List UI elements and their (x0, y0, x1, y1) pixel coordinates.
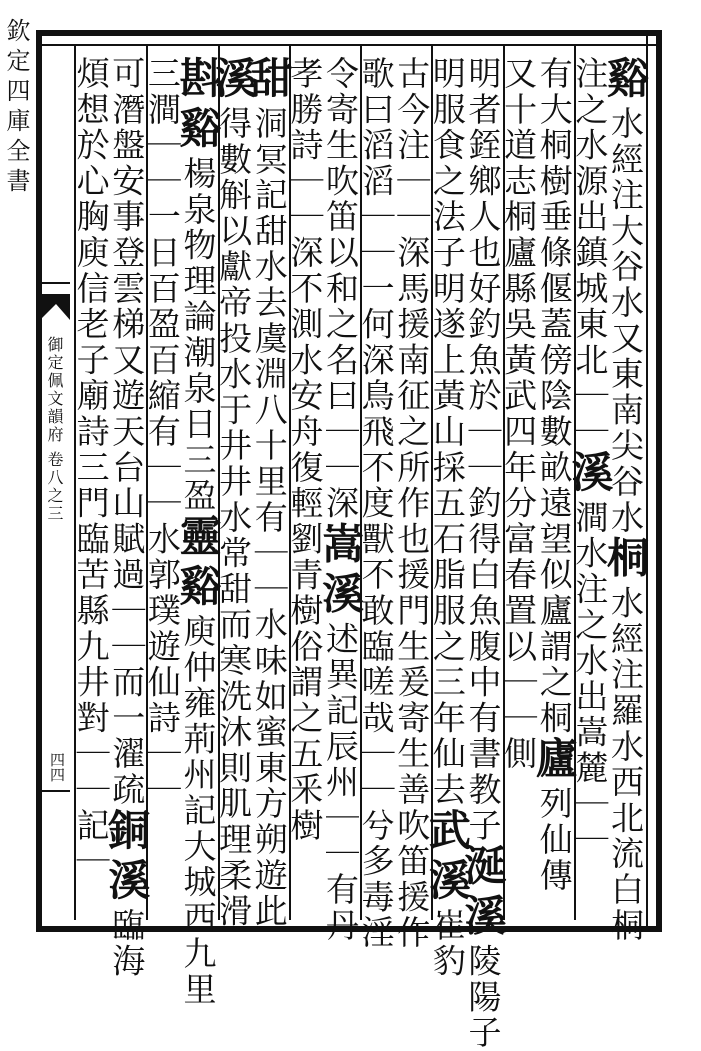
entry-text: 崔豹 (427, 907, 467, 980)
entry-text: 水經注大谷水又東南尖谷水 (606, 106, 645, 536)
entry-text: 三澗｜｜一日百盈百縮 (142, 56, 182, 414)
text-column (244, 56, 294, 930)
top-inner-rule (36, 44, 662, 46)
entry-text: 有｜｜水郭璞遊仙詩｜｜ (142, 414, 182, 808)
text-column (71, 56, 112, 920)
fish-tail-mark (36, 290, 74, 324)
entry-headword: 銅溪 (102, 807, 152, 908)
library-title: 欽定四庫全書 (2, 18, 30, 198)
entry-headword: 桐 (601, 535, 650, 586)
entry-text: 澗水注之水出嵩麓｜｜ (570, 499, 610, 858)
entry-text: 孝勝詩｜｜深不測水安舟復輕 (285, 56, 325, 522)
entry-headword: 涎溪 (458, 843, 508, 944)
text-column (565, 56, 615, 920)
entry-text: 劉 (285, 521, 325, 558)
entry-headword: 谿 (601, 56, 650, 106)
text-column (601, 56, 650, 944)
entry-text: 楊泉物理論潮泉日三盈 (178, 156, 218, 514)
right-inner-rule (646, 30, 648, 932)
margin-rule-top (40, 282, 70, 284)
entry-text: 明服食之法子明遂上黃山採五石脂服之三年仙去 (427, 56, 467, 808)
entry-headword: 溪 (565, 449, 615, 500)
text-column (356, 56, 397, 951)
entry-text: 列仙傳 (534, 786, 574, 894)
text-column (209, 56, 259, 930)
margin-rule-bottom (40, 790, 70, 792)
entry-headword: 甜 (244, 56, 294, 106)
entry-headword: 武溪 (422, 807, 472, 908)
entry-text: 陵陽子 (463, 943, 503, 1051)
text-column (392, 56, 433, 951)
entry-text: 注之水源出鎮城東北｜｜ (570, 56, 610, 450)
entry-text: 又十道志桐廬縣吳黃武四年分富春置以｜｜側 (499, 56, 539, 772)
entry-headword: 廬 (529, 736, 579, 787)
entry-text: 可潛盤安事登雲梯又遊天台山賦過｜｜而一濯疏 (107, 56, 147, 808)
entry-text: 庾仲雍荊州記大城西九里 (178, 614, 218, 1008)
entry-text: 令寄生吹笛以和之名曰｜｜深 (321, 56, 360, 522)
text-column (316, 56, 365, 944)
entry-text: 水經注羅水西北流白桐 (606, 585, 645, 944)
entry-text: 煩想於心胸庾信老子廟詩三門臨苦縣九井對｜｜ (71, 56, 111, 808)
entry-headword: 靈谿 (173, 514, 223, 614)
text-column (102, 56, 152, 980)
entry-text: 記｜ (71, 807, 111, 880)
entry-headword: 溪 (209, 56, 259, 106)
entry-text: 有大桐樹垂條偃蓋傍陰數畝遠望似廬謂之桐 (534, 56, 574, 737)
entry-text: 古今注｜｜深馬援南征之所作也援門生爰寄生善吹笛援作 (392, 56, 432, 951)
book-title (46, 336, 66, 523)
page-number: 四四 (48, 752, 66, 782)
entry-text: 述異記辰州｜｜有丹 (321, 621, 360, 944)
entry-text: 歌曰滔滔｜｜一何深鳥飛不度獸不敢臨嗟哉｜｜兮多毒淫 (356, 56, 396, 951)
text-column (422, 56, 472, 980)
entry-text: 得數斛以獻帝投水于井井水常甜而寒洗沐則肌理柔滑 (214, 106, 254, 930)
text-column (285, 56, 326, 920)
text-column (173, 56, 223, 1008)
entry-headword: 斟谿 (173, 56, 223, 156)
text-column (529, 56, 579, 920)
book-title-text: 御定佩文韻府 (45, 336, 64, 444)
text-column (142, 56, 183, 920)
text-column (499, 56, 540, 920)
entry-text: 青樹俗謂之五釆樹 (285, 557, 325, 844)
entry-headword: 嵩溪 (316, 521, 365, 622)
entry-text: 明者銍鄉人也好釣魚於｜｜釣得白魚腹中有書教子 (463, 56, 503, 844)
entry-text: 洞冥記甜水去虞淵八十里有｜｜水味如蜜東方朔遊此 (249, 106, 289, 930)
text-column (458, 56, 508, 1051)
entry-text: 臨海 (107, 907, 147, 980)
juan-label: 卷八之三 (45, 451, 64, 524)
